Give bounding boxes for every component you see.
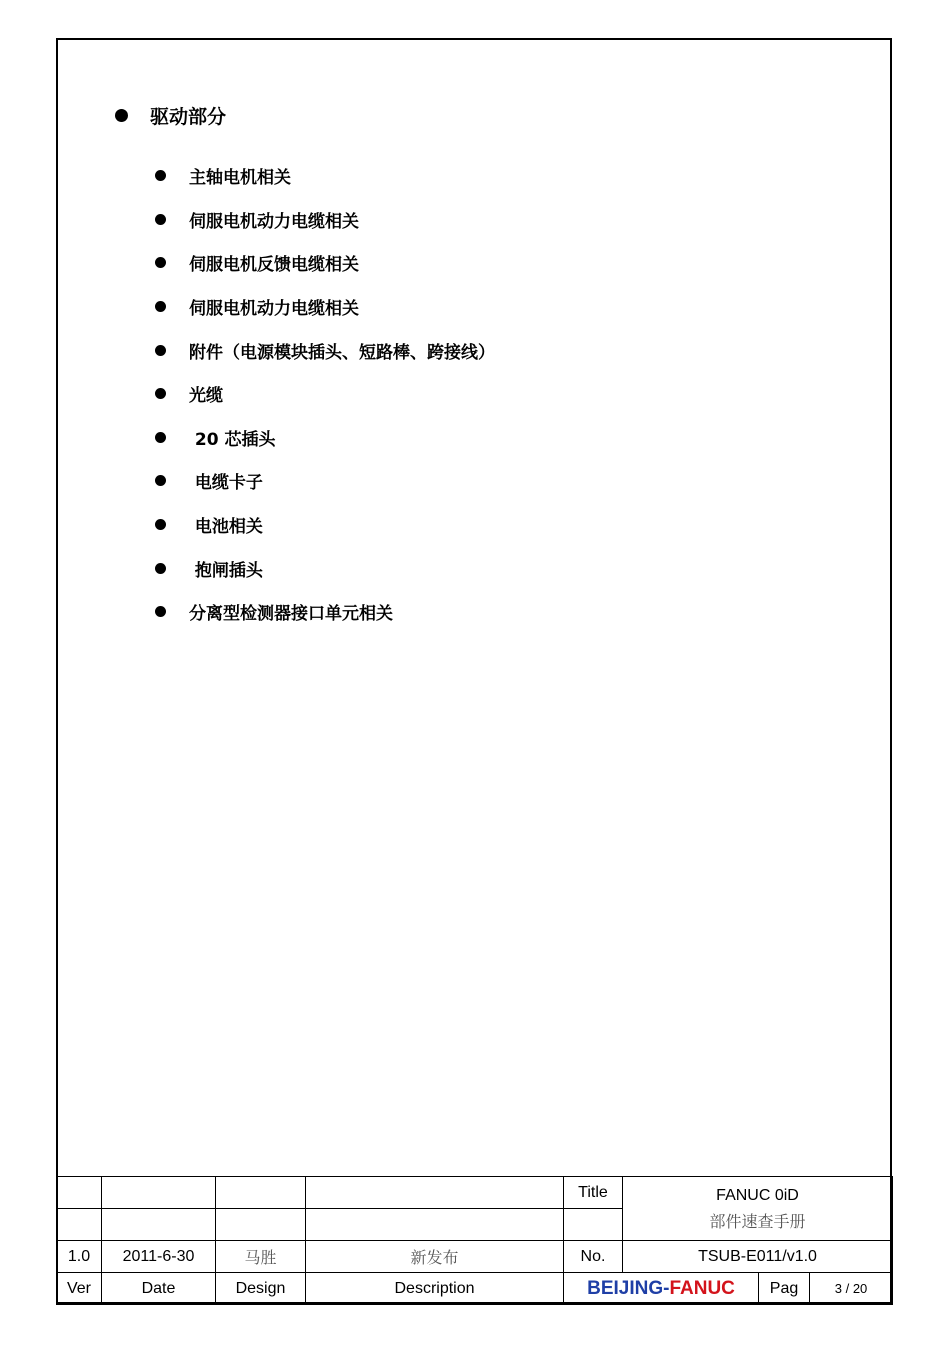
list-item bbox=[155, 590, 495, 634]
date-label: Date bbox=[102, 1273, 216, 1305]
title-block bbox=[56, 1176, 893, 1305]
list-item-text: 光缆 bbox=[189, 386, 223, 407]
list-item-text: 伺服电机反馈电缆相关 bbox=[189, 255, 359, 276]
empty-cell bbox=[57, 1177, 102, 1209]
section-drive bbox=[112, 102, 226, 129]
title-label: Title bbox=[564, 1177, 623, 1209]
list-item bbox=[155, 372, 495, 416]
empty-cell bbox=[216, 1177, 306, 1209]
list-item-text: 伺服电机动力电缆相关 bbox=[189, 299, 359, 320]
bullet-icon bbox=[155, 606, 166, 617]
section-heading-text: 驱动部分 bbox=[150, 106, 227, 128]
bullet-icon bbox=[155, 519, 166, 530]
empty-cell bbox=[216, 1209, 306, 1241]
list-item-text: 伺服电机动力电缆相关 bbox=[189, 211, 359, 232]
list-item-text: 20 芯插头 bbox=[189, 429, 276, 450]
bullet-icon bbox=[155, 388, 166, 399]
list-item-text: 分离型检测器接口单元相关 bbox=[189, 604, 393, 625]
list-item bbox=[155, 154, 495, 198]
bullet-icon bbox=[155, 345, 166, 356]
list-item bbox=[155, 416, 495, 460]
list-item bbox=[155, 198, 495, 242]
list-item bbox=[155, 241, 495, 285]
list-item bbox=[155, 546, 495, 590]
list-item bbox=[155, 459, 495, 503]
bullet-icon bbox=[155, 301, 166, 312]
logo-part-beijing: BEIJING- bbox=[587, 1277, 670, 1299]
bullet-icon bbox=[155, 257, 166, 268]
list-item-text: 主轴电机相关 bbox=[189, 168, 291, 189]
bullet-icon bbox=[155, 563, 166, 574]
page-label: Pag bbox=[759, 1273, 810, 1305]
list-item-text: 附件（电源模块插头、短路棒、跨接线） bbox=[189, 342, 495, 363]
section-heading bbox=[112, 102, 226, 129]
bullet-icon bbox=[115, 109, 128, 122]
date-value: 2011-6-30 bbox=[102, 1241, 216, 1273]
bullet-icon bbox=[155, 214, 166, 225]
list-item-text: 电缆卡子 bbox=[189, 473, 263, 494]
list-item-text: 抱闸插头 bbox=[189, 560, 263, 581]
item-list bbox=[155, 154, 495, 634]
title-value bbox=[623, 1177, 893, 1241]
bullet-icon bbox=[155, 475, 166, 486]
description-label: Description bbox=[306, 1273, 564, 1305]
empty-cell bbox=[102, 1177, 216, 1209]
list-item bbox=[155, 503, 495, 547]
company-logo bbox=[564, 1273, 759, 1305]
no-value: TSUB-E011/v1.0 bbox=[623, 1241, 893, 1273]
logo-part-fanuc: FANUC bbox=[669, 1277, 735, 1299]
design-value: 马胜 bbox=[216, 1241, 306, 1273]
list-item-text: 电池相关 bbox=[189, 517, 263, 538]
empty-cell bbox=[564, 1209, 623, 1241]
description-value: 新发布 bbox=[306, 1241, 564, 1273]
ver-value: 1.0 bbox=[57, 1241, 102, 1273]
page-value: 3 / 20 bbox=[810, 1273, 893, 1305]
empty-cell bbox=[102, 1209, 216, 1241]
empty-cell bbox=[306, 1209, 564, 1241]
empty-cell bbox=[57, 1209, 102, 1241]
ver-label: Ver bbox=[57, 1273, 102, 1305]
list-item bbox=[155, 328, 495, 372]
title-line-2: 部件速查手册 bbox=[709, 1211, 806, 1231]
design-label: Design bbox=[216, 1273, 306, 1305]
bullet-icon bbox=[155, 170, 166, 181]
title-line-1: FANUC 0iD bbox=[716, 1186, 799, 1204]
no-label: No. bbox=[564, 1241, 623, 1273]
list-item bbox=[155, 285, 495, 329]
bullet-icon bbox=[155, 432, 166, 443]
empty-cell bbox=[306, 1177, 564, 1209]
